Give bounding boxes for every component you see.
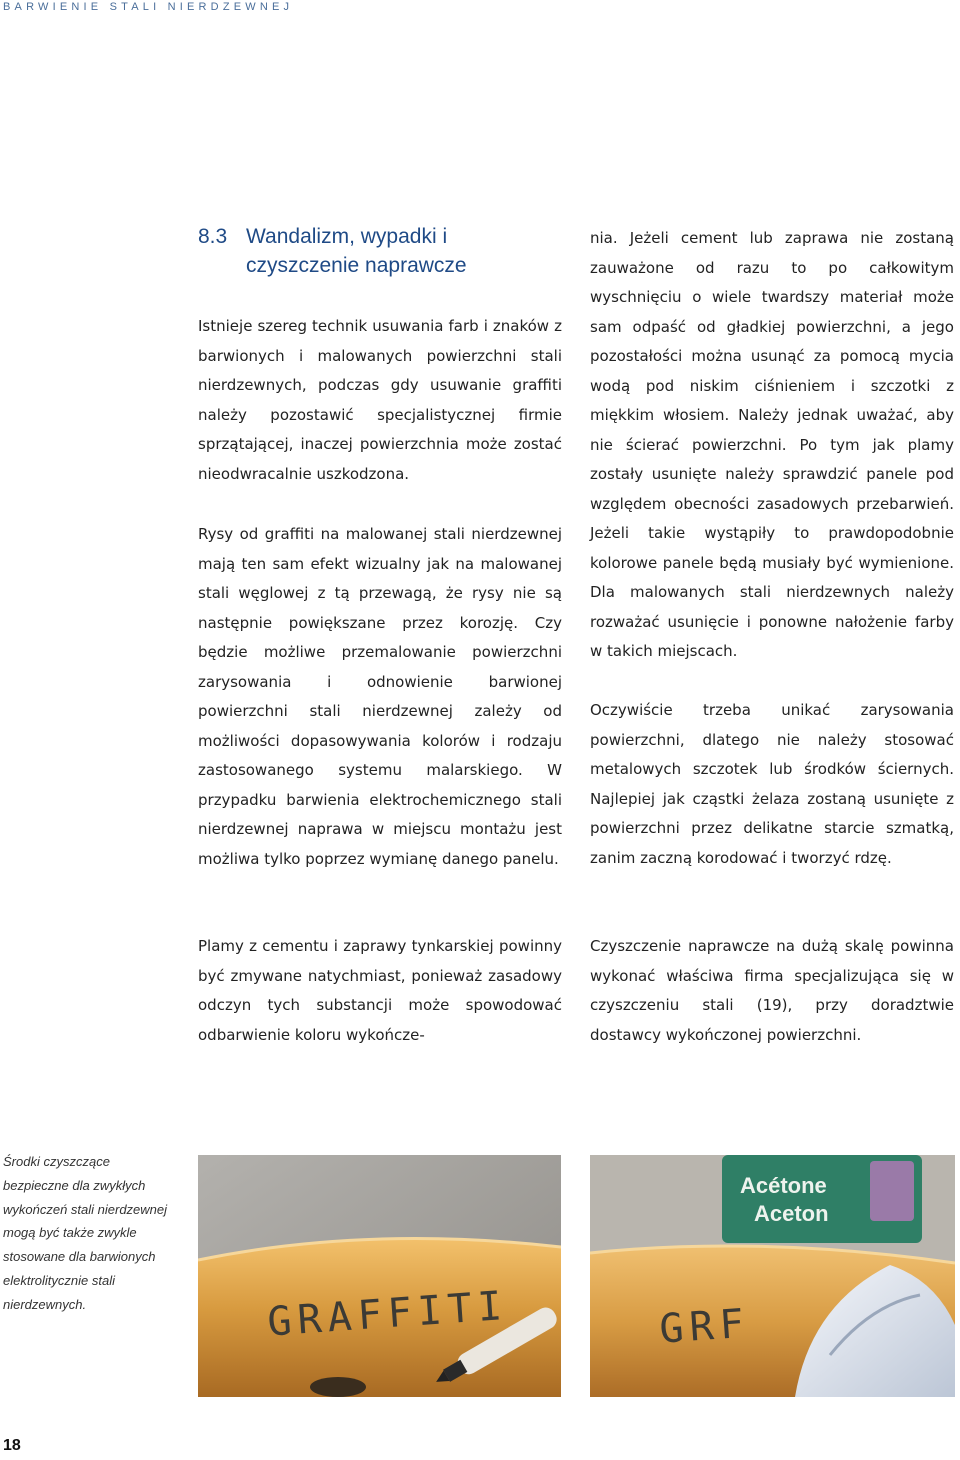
left-column xyxy=(198,0,562,1100)
bottle-label-line2: Aceton xyxy=(754,1201,829,1226)
acetone-cleaning-photo xyxy=(590,1155,955,1397)
paragraph: Plamy z cementu i zaprawy tynkarskiej powinny być zmywane natychmiast, ponieważ zasadowy odczyn tych substancji może spowodować odbarwienie koloru wykończe- xyxy=(198,937,562,1044)
right-column xyxy=(590,0,954,1100)
graffiti-text: GRF xyxy=(657,1300,752,1353)
paragraph: Istnieje szereg technik usuwania farb i znaków z barwionych i malowanych powierzchni stali nierdzewnych, podczas gdy usuwanie graffiti należy pozostawić specjalistycznej firmie sprzątającej, inaczej powierzchnia może zostać nieodwracalnie uszkodzona. xyxy=(198,317,562,483)
paragraph: nia. Jeżeli cement lub zaprawa nie zostaną zauważone od razu to po całkowitym wyschnięciu o wiele twardszy materiał może sam odpaść od gładkiej powierzchni, a jego pozostałości można usunąć za pomocą mycia wodą pod niskim ciśnieniem i szczotki z miękkim włosiem. Należy jednak uważać, aby nie ścierać powierzchni. Po tym jak plamy zostały usunięte należy sprawdzić panele pod względem obecności zasadowych przebarwień. Jeżeli takie wystąpiły to prawdopodobnie kolorowe panele będą musiały być wymienione. Dla malowanych stali nierdzewnych należy rozważać usunięcie i ponowne nałożenie farby w takich miejscach. xyxy=(590,229,954,660)
acetone-cleaning-illustration xyxy=(590,1155,955,1397)
section-title: Wandalizm, wypadki i czyszczenie naprawcze xyxy=(246,225,467,277)
paragraph: Rysy od graffiti na malowanej stali nierdzewnej mają ten sam efekt wizualny jak na malowanej stali węglowej z tą przewagą, że rysy nie są następnie powiększane przez korozję. Czy będzie możliwe przemalowanie powierzchni zarysowania i odnowienie barwionej powierzchni stali nierdzewnej zależy od możliwości dopasowywania kolorów i rodzaju zastosowanego systemu malarskiego. W przypadku barwienia elektrochemicznego stali nierdzewnej naprawa w miejscu montażu jest możliwa tylko poprzez wymianę danego panelu. xyxy=(198,525,562,868)
section-number: 8.3 xyxy=(198,225,228,248)
running-header: BARWIENIE STALI NIERDZEWNEJ xyxy=(3,1,294,13)
graffiti-marker-photo xyxy=(198,1155,561,1397)
page-number: 18 xyxy=(3,1437,21,1454)
graffiti-text: GRAFFITI xyxy=(266,1282,510,1346)
bottle-label-line1: Acétone xyxy=(740,1173,827,1198)
figure-caption: Środki czyszczące bezpieczne dla zwykłych wykończeń stali nierdzewnej mogą być także zwykle stosowane dla barwionych elektrolitycznie stali nierdzewnych. xyxy=(3,1154,168,1312)
paragraph: Oczywiście trzeba unikać zarysowania powierzchni, dlatego nie należy stosować metalowych szczotek lub środków ściernych. Najlepiej jak cząstki żelaza zostaną usunięte z powierzchni przez delikatne starcie szmatką, zanim zaczną korodować i tworzyć rdzę. xyxy=(590,701,954,867)
graffiti-marker-illustration xyxy=(198,1155,561,1397)
paragraph: Czyszczenie naprawcze na dużą skalę powinna wykonać właściwa firma specjalizująca się w czyszczeniu stali (19), przy doradztwie dostawcy wykończonej powierzchni. xyxy=(590,937,954,1044)
